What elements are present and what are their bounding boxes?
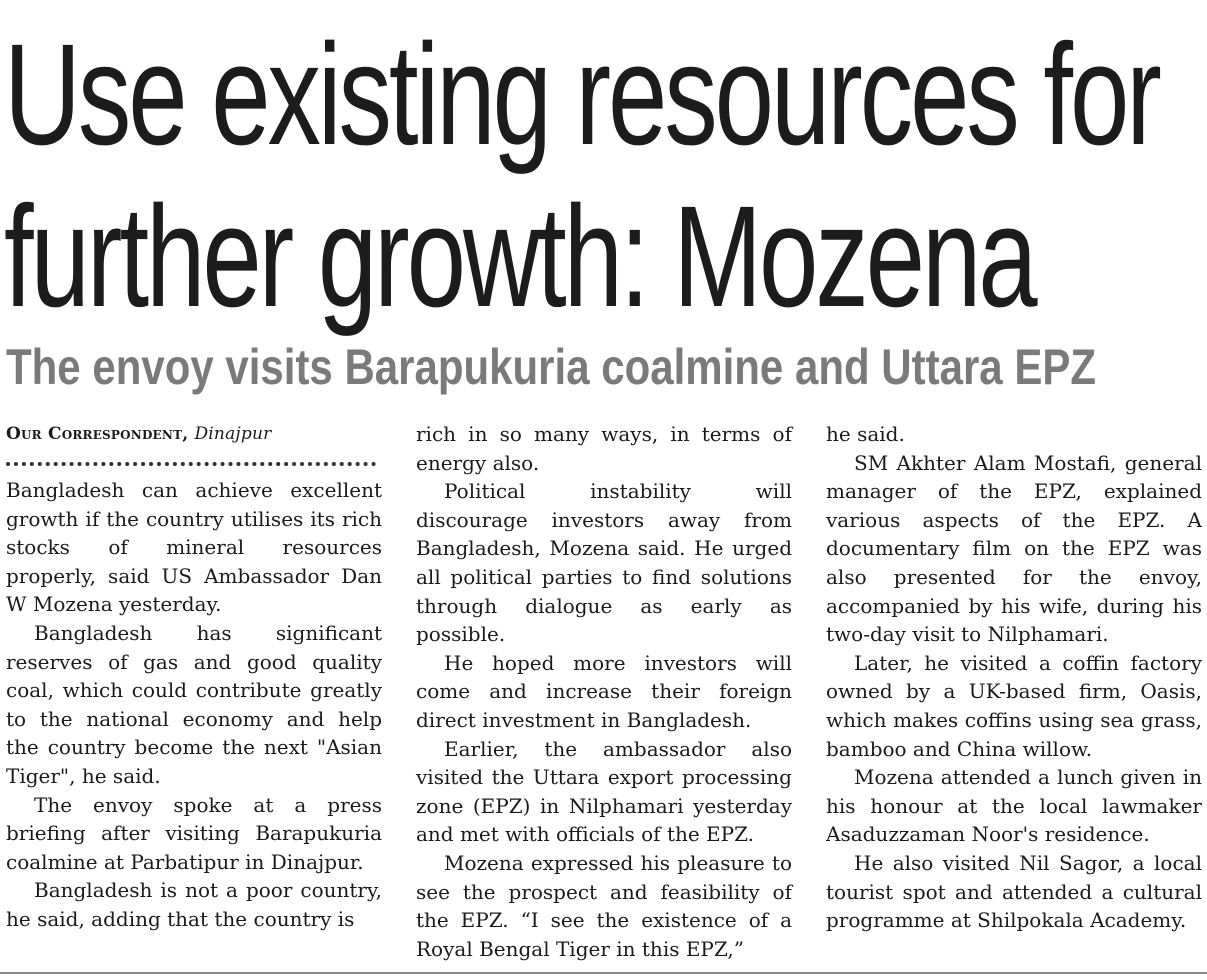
byline-label: Our Correspondent, (6, 424, 189, 444)
paragraph: rich in so many ways, in terms of energy also. (416, 422, 792, 475)
paragraph: Bangladesh is not a poor country, he said, adding that the country is (6, 878, 382, 931)
bottom-rule (0, 972, 1207, 974)
paragraph: Mozena expressed his pleasure to see the prospect and feasibility of the EPZ. “I see the existence of a Royal Bengal Tiger in this EPZ,” (416, 850, 792, 961)
subheadline: The envoy visits Barapukuria coalmine and Uttara EPZ (6, 339, 1097, 395)
paragraph: Bangladesh can achieve excellent growth if the country utilises its rich stocks of mineral resources properly, said US Ambassador Dan W Mozena yesterday. (6, 478, 382, 617)
headline-line-1: Use existing resources for (4, 14, 1159, 175)
paragraph: Mozena attended a lunch given in his honour at the local lawmaker Asaduzzaman Noor's residence. (826, 765, 1202, 847)
paragraph: SM Akhter Alam Mostafi, general manager of the EPZ, explained various aspects of the EPZ. A documentary film on the EPZ was also presented for the envoy, accompanied by his wife, during his two-day visit to Nilphamari. (826, 450, 1202, 647)
paragraph: He also visited Nil Sagor, a local tourist spot and attended a cultural programme at Shilpokala Academy. (826, 850, 1202, 933)
paragraph: Political instability will discourage investors away from Bangladesh, Mozena said. He urged all political parties to find solutions through dialogue as early as possible. (416, 479, 792, 647)
paragraph: The envoy spoke at a press briefing after visiting Barapukuria coalmine at Parbatipur in Dinajpur. (6, 792, 382, 874)
byline-divider (6, 448, 376, 466)
column-3 (826, 420, 1202, 963)
paragraph: Bangladesh has significant reserves of gas and good quality coal, which could contribute greatly to the national economy and help the country become the next "Asian Tiger", he said. (6, 620, 382, 788)
byline-place: Dinajpur (194, 424, 272, 444)
headline-line-2: further growth: Mozena (4, 176, 1035, 337)
paragraph: Later, he visited a coffin factory owned by a UK-based firm, Oasis, which makes coffins using sea grass, bamboo and China willow. (826, 650, 1202, 761)
column-1 (6, 420, 382, 963)
article-body (6, 420, 1202, 963)
column-2 (416, 420, 792, 963)
paragraph: He hoped more investors will come and increase their foreign direct investment in Bangladesh. (416, 650, 792, 732)
paragraph: Earlier, the ambassador also visited the Uttara export processing zone (EPZ) in Nilphamari yesterday and met with officials of the EPZ. (416, 736, 792, 847)
paragraph: he said. (826, 422, 905, 446)
headline (4, 14, 1159, 338)
byline (6, 420, 382, 448)
